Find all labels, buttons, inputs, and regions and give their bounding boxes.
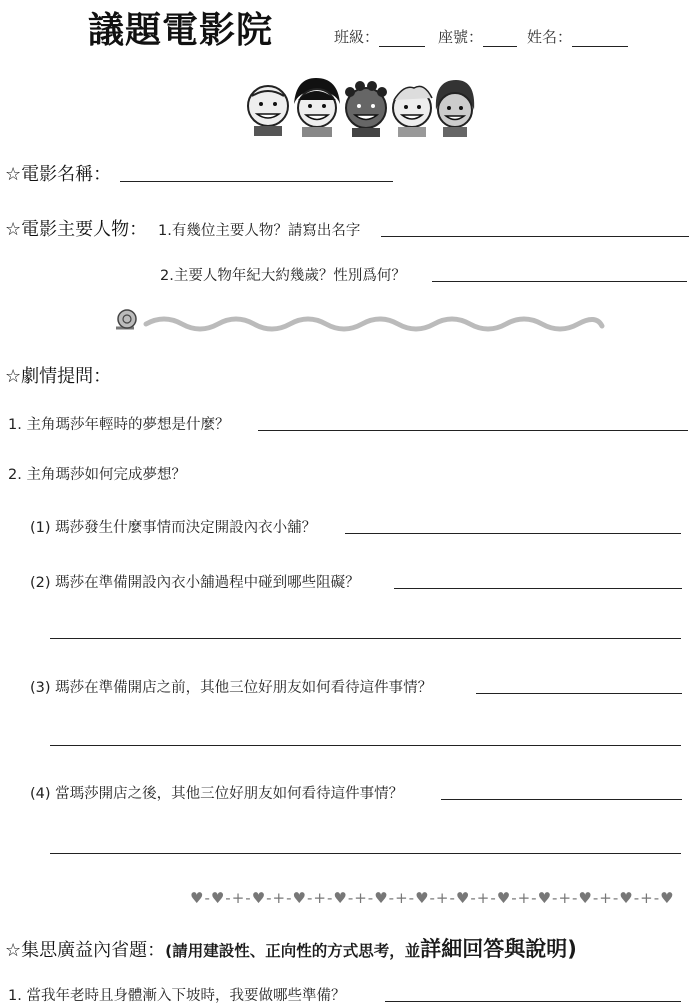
plot-sub2-answer-line[interactable]	[394, 588, 682, 589]
plot-sub2-answer-line-2[interactable]	[50, 638, 681, 639]
movie-name-label: ☆電影名稱：	[5, 164, 112, 185]
plot-question-1: 1. 主角瑪莎年輕時的夢想是什麼？	[8, 417, 230, 433]
reflection-note: (請用建設性、正向性的方式思考，並	[165, 942, 421, 960]
plot-subquestion-3: (3) 瑪莎在準備開店之前，其他三位好朋友如何看待這件事情？	[30, 680, 433, 696]
characters-answer-2-line[interactable]	[432, 281, 687, 282]
cartoon-face-icon	[436, 80, 474, 137]
cartoon-face-icon	[345, 81, 387, 137]
seat-label: 座號：	[438, 28, 484, 46]
name-blank[interactable]	[572, 46, 628, 47]
plot-sub1-answer-line[interactable]	[345, 533, 681, 534]
plot-answer-1-line[interactable]	[258, 430, 688, 431]
plot-sub4-answer-line[interactable]	[441, 799, 682, 800]
cartoon-characters-illustration	[244, 74, 476, 138]
reflection-heading	[5, 933, 577, 963]
plot-sub3-answer-line[interactable]	[476, 693, 682, 694]
cartoon-face-icon	[294, 78, 340, 137]
plot-sub4-answer-line-2[interactable]	[50, 853, 681, 854]
name-field[interactable]	[527, 26, 628, 47]
plot-subquestion-4: (4) 當瑪莎開店之後，其他三位好朋友如何看待這件事情？	[30, 786, 404, 802]
wavy-divider	[112, 306, 608, 336]
ornament-divider: ♥-♥-+-♥-+-♥-+-♥-+-♥-+-♥-+-♥-+-♥-+-♥-+-♥-+-♥-+-♥	[190, 889, 675, 907]
plot-subquestion-2: (2) 瑪莎在準備開設內衣小舖過程中碰到哪些阻礙？	[30, 575, 360, 591]
plot-subquestion-1: (1) 瑪莎發生什麼事情而決定開設內衣小舖？	[30, 520, 317, 536]
reflection-question-1: 1. 當我年老時且身體漸入下坡時，我要做哪些準備？	[8, 988, 346, 1004]
class-field[interactable]	[334, 26, 425, 47]
characters-question-2: 2.主要人物年紀大約幾歲？性別爲何？	[160, 268, 406, 284]
plot-label: ☆劇情提問：	[5, 366, 112, 387]
name-label: 姓名：	[527, 28, 573, 46]
characters-answer-1-line[interactable]	[381, 236, 689, 237]
plot-sub3-answer-line-2[interactable]	[50, 745, 681, 746]
class-label: 班級：	[334, 28, 380, 46]
reflection-note-emphasis: 詳細回答與說明)	[420, 937, 577, 961]
plot-question-2: 2. 主角瑪莎如何完成夢想？	[8, 467, 186, 483]
reflection-label: ☆集思廣益內省題：	[5, 940, 166, 961]
characters-question-1: 1.有幾位主要人物？請寫出名字	[158, 223, 361, 239]
seat-field[interactable]	[438, 26, 517, 47]
seat-blank[interactable]	[483, 46, 517, 47]
movie-name-blank[interactable]	[120, 181, 393, 182]
class-blank[interactable]	[379, 46, 425, 47]
cartoon-face-icon	[393, 86, 432, 137]
characters-label: ☆電影主要人物：	[5, 219, 148, 240]
snail-icon	[116, 310, 136, 328]
cartoon-face-icon	[248, 86, 288, 136]
reflection-answer-1-line[interactable]	[385, 1001, 681, 1002]
page-title: 議題電影院	[88, 9, 274, 51]
